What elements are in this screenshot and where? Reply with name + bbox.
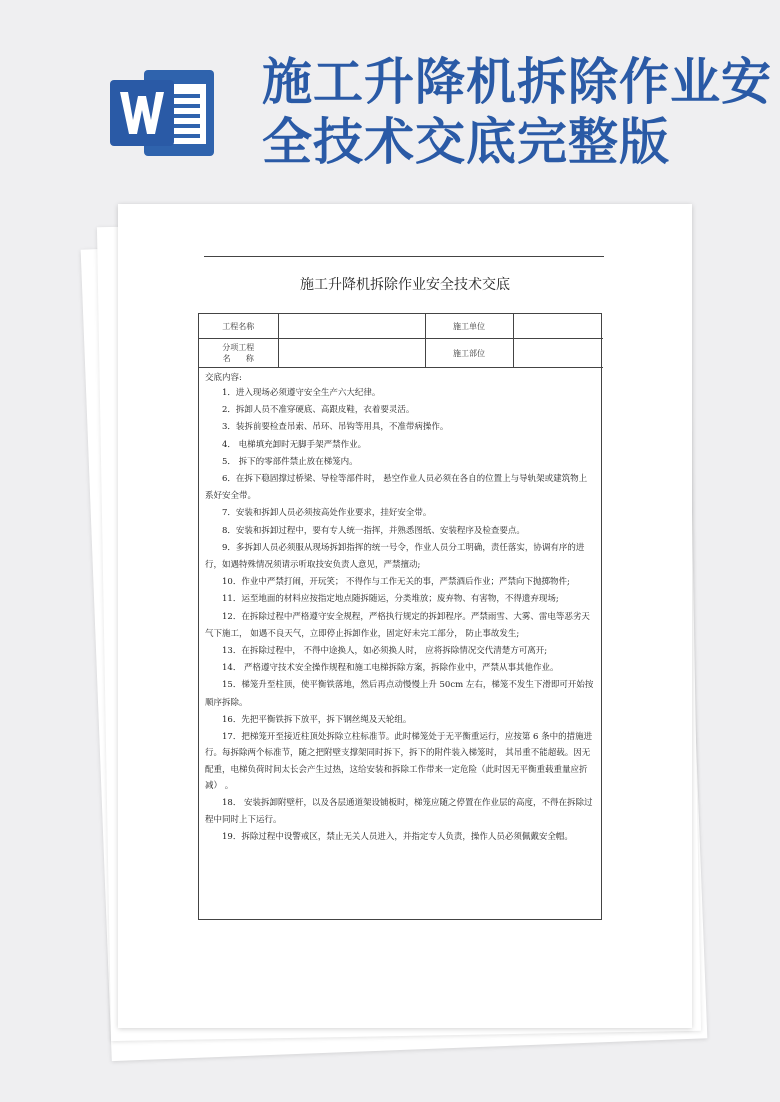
document-page	[118, 204, 692, 1028]
list-item: 3．装拆前要检查吊索、吊环、吊钩等用具，不准带病操作。	[222, 422, 449, 433]
header-rule	[204, 256, 604, 257]
document-title: 施工升降机拆除作业安全技术交底	[300, 277, 510, 293]
list-item: 14． 严格遵守技术安全操作规程和施工电梯拆除方案，拆除作业中，严禁从事其他作业。	[222, 663, 559, 674]
list-item: 17．把梯笼开至接近柱顶处拆除立柱标准节。此时梯笼处于无平衡重运行，应按第 6 条中的措施进行。每拆除两个标准节，随之把附壁支撑架同时拆下，拆下的附件装入梯笼时， 其吊重不能超载。因无配重，电梯负荷时间太长会产生过热，这给安装和拆除工作带来一定危险（此时因无平衡重载重量应折减） 。	[205, 732, 593, 792]
construction-unit-label: 施工单位	[425, 314, 513, 339]
construction-dept-value	[513, 339, 603, 368]
list-item: 11．运至地面的材料应按指定地点随拆随运，分类堆放；废弃物、有害物，不得遗弃现场;	[222, 594, 559, 605]
construction-dept-label: 施工部位	[425, 339, 513, 368]
sub-project-label	[199, 339, 278, 368]
list-item: 18． 安装拆卸附壁杆，以及各层通道架设铺板时，梯笼应随之停置在作业层的高度，不得在拆除过程中同时上下运行。	[205, 797, 593, 825]
list-item: 4． 电梯填充卸时无脚手架严禁作业。	[222, 439, 367, 450]
table-row	[199, 339, 603, 368]
list-item: 13．在拆除过程中， 不得中途换人，如必须换人时， 应将拆除情况交代清楚方可离开;	[222, 646, 548, 657]
list-item: 1．进入现场必须遵守安全生产六大纪律。	[222, 388, 381, 398]
sub-project-label-line1: 分项工程	[222, 343, 255, 352]
info-table	[199, 314, 603, 368]
list-item: 6．在拆下稳固撑过桥梁、导栓等部件时， 悬空作业人员必须在各自的位置上与导轨架或建筑物上系好安全带。	[205, 474, 588, 502]
list-item: 7．安装和拆卸人员必须按高处作业要求，挂好安全带。	[222, 508, 432, 519]
word-document-icon	[108, 66, 218, 160]
list-item: 5． 拆下的零部件禁止放在梯笼内。	[222, 456, 358, 467]
list-item: 2．拆卸人员不准穿硬底、高跟皮鞋，衣着要灵活。	[222, 405, 415, 416]
table-row	[199, 314, 603, 339]
content-heading: 交底内容:	[205, 373, 242, 383]
disclosure-form	[198, 313, 602, 920]
list-item: 16．先把平衡铁拆下放平，拆下钢丝绳及天轮组。	[222, 714, 412, 725]
disclosure-content	[199, 368, 601, 846]
project-name-value	[278, 314, 425, 339]
banner-title: 施工升降机拆除作业安全技术交底完整版	[262, 53, 772, 171]
sub-project-value	[278, 339, 425, 368]
list-item: 15．梯笼升至柱顶，使平衡铁落地，然后再点动慢慢上升 50cm 左右，梯笼不发生下滑即可开始按顺序拆除。	[205, 680, 594, 708]
construction-unit-value	[513, 314, 603, 339]
sub-project-label-line2: 名 称	[222, 354, 254, 363]
list-item: 12．在拆除过程中严格遵守安全规程，严格执行规定的拆卸程序。严禁雨雪、大雾、雷电等恶劣天气下施工， 如遇不良天气，立即停止拆卸作业，固定好未完工部分， 防止事故发生;	[205, 611, 590, 639]
list-item: 19．拆除过程中设警戒区，禁止无关人员进入，并指定专人负责，操作人员必须佩戴安全帽。	[222, 832, 573, 843]
project-name-label: 工程名称	[199, 314, 278, 339]
list-item: 9．多拆卸人员必须服从现场拆卸指挥的统一号令，作业人员分工明确，责任落实，协调有序的进行，如遇特殊情况须请示听取技安负责人意见，严禁擅动;	[205, 542, 585, 571]
list-item: 8．安装和拆卸过程中，要有专人统一指挥，并熟悉图纸、安装程序及检查要点。	[222, 525, 525, 536]
list-item: 10．作业中严禁打闹，开玩笑； 不得作与工作无关的事，严禁酒后作业；严禁向下抛掷物件;	[222, 577, 570, 588]
